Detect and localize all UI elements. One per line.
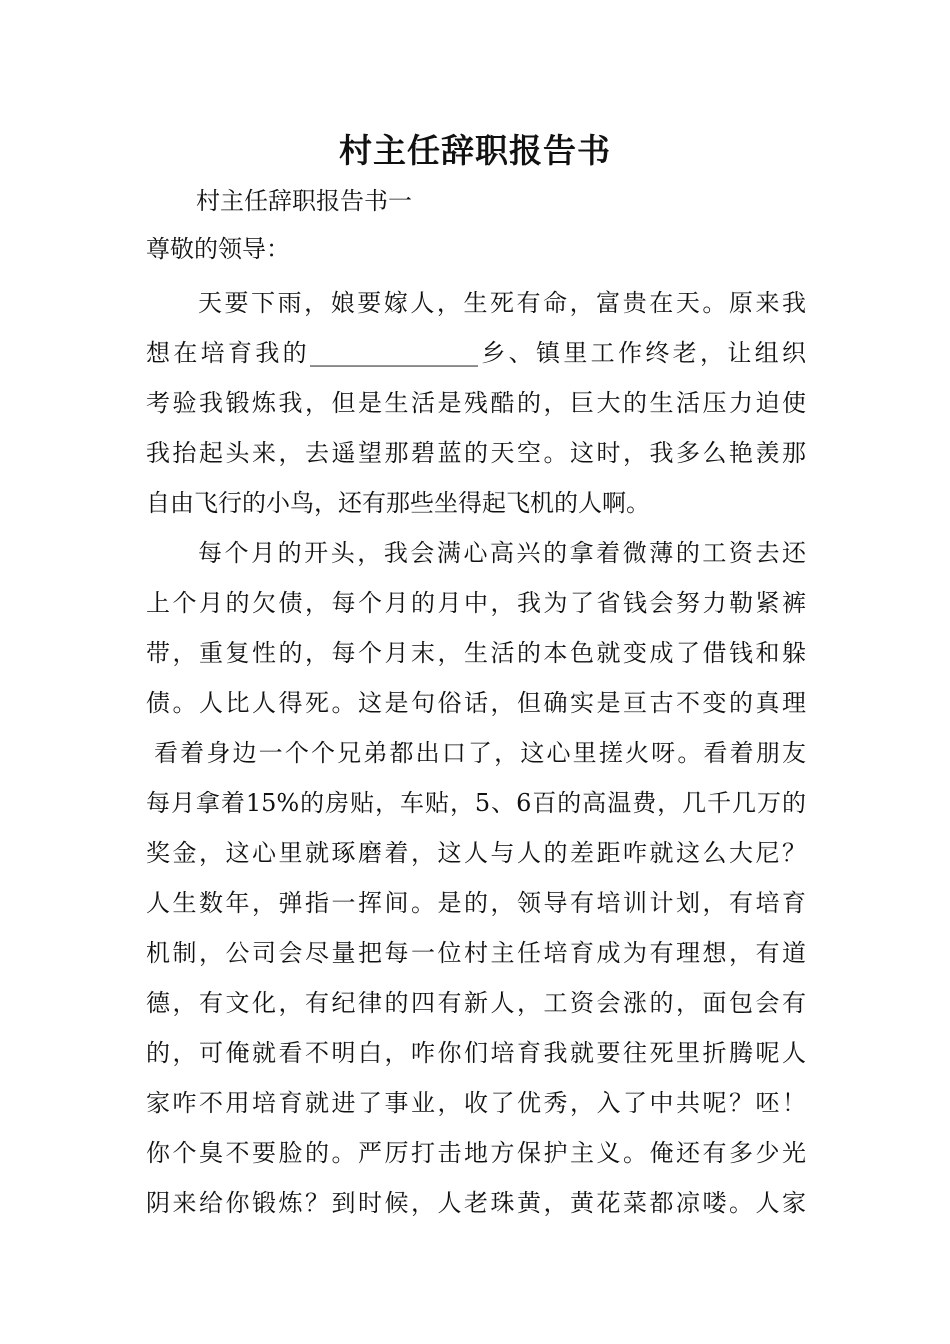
text-line: 的，可俺就看不明白，咋你们培育我就要往死里折腾呢人 (146, 1039, 806, 1067)
text-line: 自由飞行的小鸟，还有那些坐得起飞机的人啊。 (146, 489, 650, 517)
text-line: 人生数年，弹指一挥间。是的，领导有培训计划，有培育 (146, 889, 806, 917)
text-line: 你个臭不要脸的。严厉打击地方保护主义。俺还有多少光 (146, 1139, 806, 1167)
text-line: 机制，公司会尽量把每一位村主任培育成为有理想，有道 (146, 939, 806, 967)
text-line: 想在培育我的______________乡、镇里工作终老，让组织 (146, 339, 806, 367)
text-line: 德，有文化，有纪律的四有新人，工资会涨的，面包会有 (146, 989, 806, 1017)
text-line: 我抬起头来，去遥望那碧蓝的天空。这时，我多么艳羡那 (146, 439, 806, 467)
text-line: 债。人比人得死。这是句俗话，但确实是亘古不变的真理 (146, 689, 806, 717)
document-title: 村主任辞职报告书 (339, 131, 611, 170)
text-line: 看着身边一个个兄弟都出口了，这心里搓火呀。看着朋友 (154, 739, 806, 767)
document-subtitle: 村主任辞职报告书一 (196, 187, 412, 215)
salutation: 尊敬的领导： (146, 235, 290, 263)
text-line: 每月拿着15%的房贴，车贴，5、6百的高温费，几千几万的 (146, 789, 806, 817)
text-line: 阴来给你锻炼？到时候，人老珠黄，黄花菜都凉喽。人家 (146, 1189, 806, 1217)
text-line: 考验我锻炼我，但是生活是残酷的，巨大的生活压力迫使 (146, 389, 806, 417)
text-line: 家咋不用培育就进了事业，收了优秀，入了中共呢？呸！ (146, 1089, 806, 1117)
text-line: 天要下雨，娘要嫁人，生死有命，富贵在天。原来我 (198, 289, 806, 317)
text-line: 奖金，这心里就琢磨着，这人与人的差距咋就这么大尼？ (146, 839, 806, 867)
text-line: 每个月的开头，我会满心高兴的拿着微薄的工资去还 (198, 539, 806, 567)
text-line: 带，重复性的，每个月末，生活的本色就变成了借钱和躲 (146, 639, 806, 667)
text-line: 上个月的欠债，每个月的月中，我为了省钱会努力勒紧裤 (146, 589, 806, 617)
body-text (146, 278, 806, 1228)
